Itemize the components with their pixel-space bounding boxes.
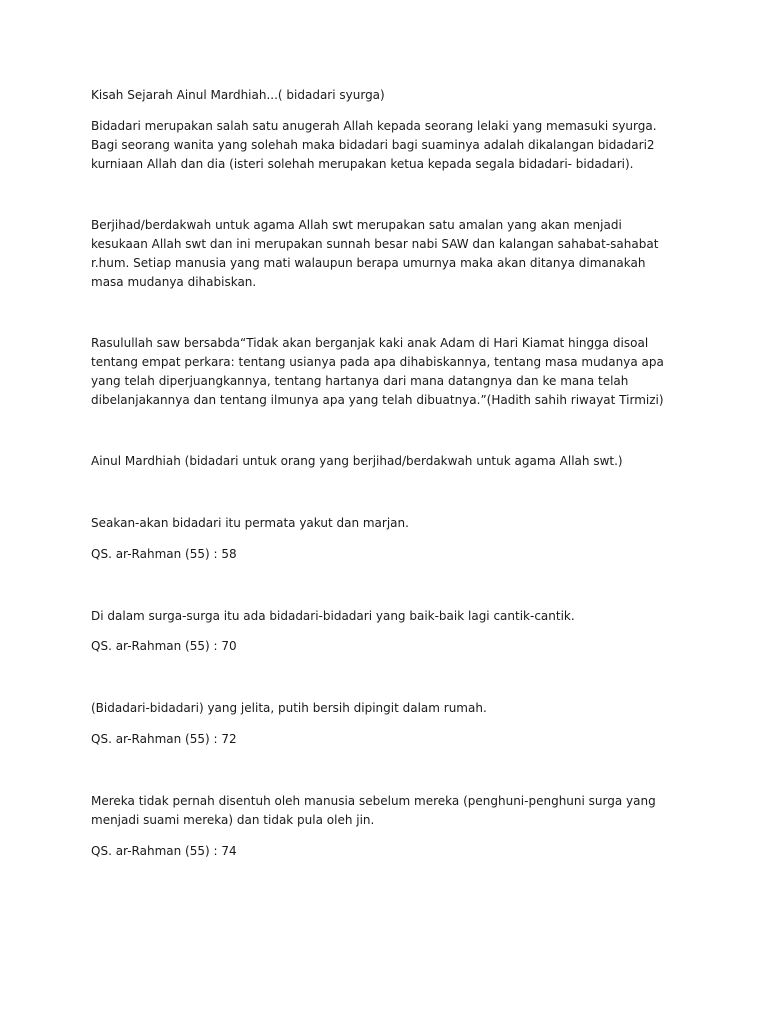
verse-ref-58: QS. ar-Rahman (55) : 58	[91, 547, 237, 561]
paragraph-hadith: Rasulullah saw bersabda“Tidak akan berganjak kaki anak Adam di Hari Kiamat hingga disoal tentang empat perkara: tentang usianya pada apa dihabiskannya, tentang masa mudanya apa yang telah diperjuangkannya, tentang hartanya dari mana datangnya dan ke mana telah dibelanjakannya dan tentang ilmunya apa yang telah dibuatnya.”(Hadith sahih riwayat Tirmizi)	[91, 336, 664, 407]
document-title: Kisah Sejarah Ainul Mardhiah...( bidadari syurga)	[91, 88, 385, 102]
verse-text-58: Seakan-akan bidadari itu permata yakut dan marjan.	[91, 516, 409, 530]
paragraph-bidadari-intro: Bidadari merupakan salah satu anugerah Allah kepada seorang lelaki yang memasuki syurga. Bagi seorang wanita yang solehah maka bidadari bagi suaminya adalah dikalangan bidadari2 kurniaan Allah dan dia (isteri solehah merupakan ketua kepada segala bidadari- bidadari).	[91, 119, 657, 171]
verse-text-74: Mereka tidak pernah disentuh oleh manusia sebelum mereka (penghuni-penghuni surga yang menjadi suami mereka) dan tidak pula oleh jin.	[91, 794, 656, 827]
verse-text-70: Di dalam surga-surga itu ada bidadari-bidadari yang baik-baik lagi cantik-cantik.	[91, 609, 575, 623]
paragraph-berjihad: Berjihad/berdakwah untuk agama Allah swt merupakan satu amalan yang akan menjadi kesukaan Allah swt dan ini merupakan sunnah besar nabi SAW dan kalangan sahabat-sahabat r.hum. Setiap manusia yang mati walaupun berapa umurnya maka akan ditanya dimanakah masa mudanya dihabiskan.	[91, 218, 659, 289]
verse-text-72: (Bidadari-bidadari) yang jelita, putih bersih dipingit dalam rumah.	[91, 701, 487, 715]
paragraph-ainul-mardhiah: Ainul Mardhiah (bidadari untuk orang yang berjihad/berdakwah untuk agama Allah swt.)	[91, 454, 623, 468]
verse-ref-72: QS. ar-Rahman (55) : 72	[91, 732, 237, 746]
verse-ref-74: QS. ar-Rahman (55) : 74	[91, 844, 237, 858]
verse-ref-70: QS. ar-Rahman (55) : 70	[91, 639, 237, 653]
